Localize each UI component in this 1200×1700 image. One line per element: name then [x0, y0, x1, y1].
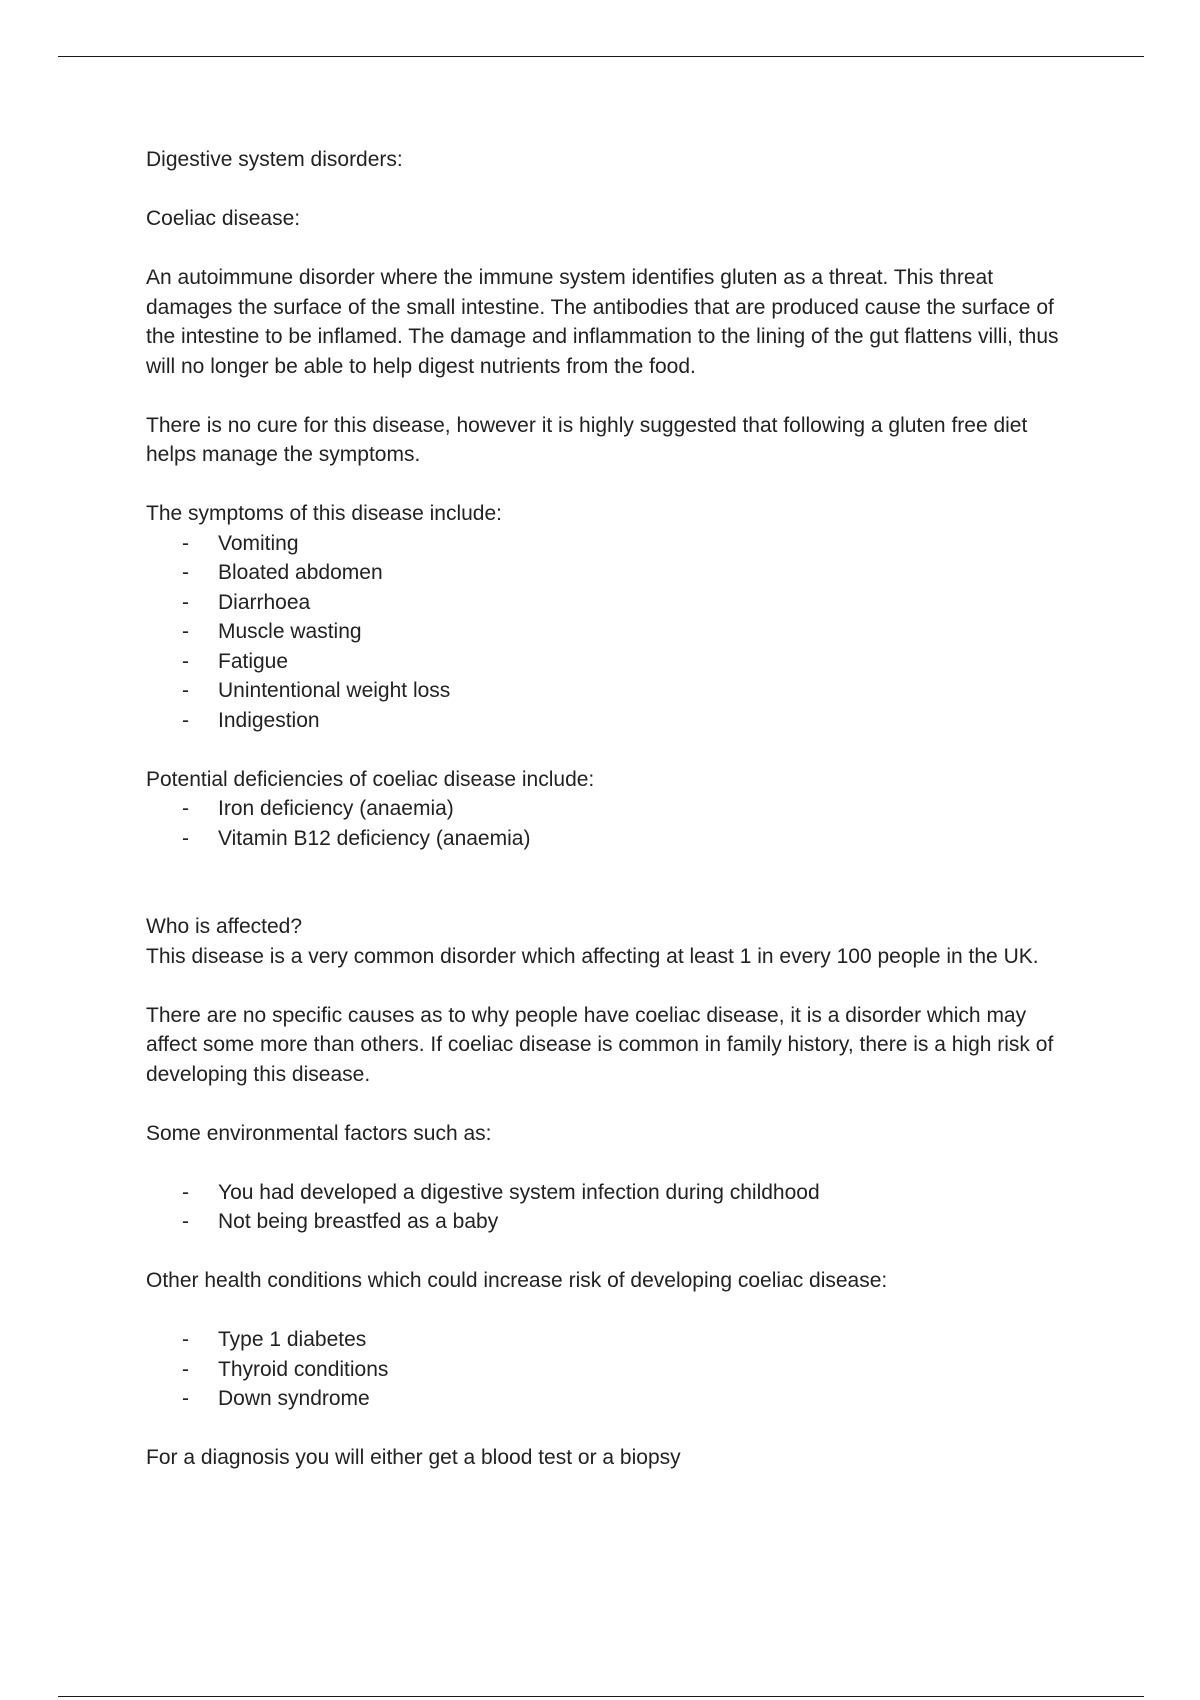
document-body	[146, 145, 1066, 1473]
deficiencies-intro: Potential deficiencies of coeliac disease include:	[146, 767, 595, 791]
document-heading: Digestive system disorders:	[146, 148, 403, 171]
list-item: - Unintentional weight loss	[146, 676, 1066, 706]
list-item: - Down syndrome	[146, 1384, 1066, 1414]
deficiencies-list	[146, 794, 1066, 853]
list-item: - Type 1 diabetes	[146, 1325, 1066, 1355]
list-item: - Vitamin B12 deficiency (anaemia)	[146, 824, 1066, 854]
environmental-list	[146, 1178, 1066, 1237]
paragraph-who-affected: This disease is a very common disorder which affecting at least 1 in every 100 people in the UK.	[146, 944, 1039, 968]
list-item: - You had developed a digestive system infection during childhood	[146, 1178, 1066, 1208]
list-item: - Diarrhoea	[146, 588, 1066, 618]
symptoms-list	[146, 529, 1066, 736]
list-item: - Vomiting	[146, 529, 1066, 559]
conditions-list	[146, 1325, 1066, 1414]
list-item: - Thyroid conditions	[146, 1355, 1066, 1385]
list-item: - Iron deficiency (anaemia)	[146, 794, 1066, 824]
header-rule	[58, 56, 1144, 57]
list-item: - Fatigue	[146, 647, 1066, 677]
paragraph-causes: There are no specific causes as to why people have coeliac disease, it is a disorder which may affect some more than others. If coeliac disease is common in family history, there is a high risk of developing this disease.	[146, 1003, 1054, 1086]
paragraph-autoimmune: An autoimmune disorder where the immune system identifies gluten as a threat. This threat damages the surface of the small intestine. The antibodies that are produced cause the surface of the intestine to be inflamed. The damage and inflammation to the lining of the gut flattens villi, thus will no longer be able to help digest nutrients from the food.	[146, 266, 1059, 378]
diagnosis-paragraph: For a diagnosis you will either get a blood test or a biopsy	[146, 1446, 681, 1469]
who-affected-heading: Who is affected?	[146, 915, 303, 938]
environmental-intro: Some environmental factors such as:	[146, 1121, 492, 1145]
list-item: - Muscle wasting	[146, 617, 1066, 647]
paragraph-cure: There is no cure for this disease, however it is highly suggested that following a gluten free diet helps manage the symptoms.	[146, 413, 1028, 466]
footer-rule	[58, 1696, 1144, 1697]
list-item: - Indigestion	[146, 706, 1066, 736]
list-item: - Bloated abdomen	[146, 558, 1066, 588]
symptoms-intro: The symptoms of this disease include:	[146, 502, 502, 525]
section-title: Coeliac disease:	[146, 207, 301, 230]
list-item: - Not being breastfed as a baby	[146, 1207, 1066, 1237]
conditions-intro: Other health conditions which could increase risk of developing coeliac disease:	[146, 1269, 888, 1292]
